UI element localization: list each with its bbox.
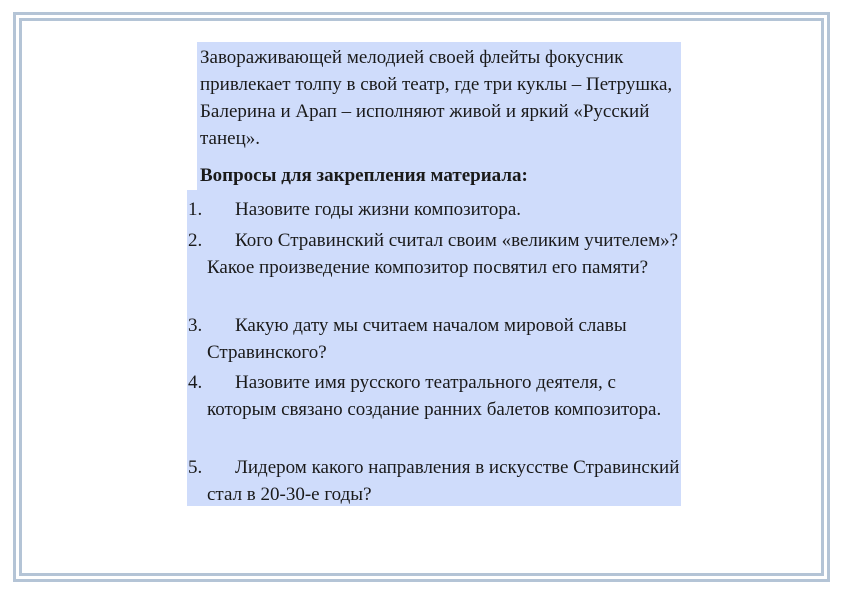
question-text: Кого Стравинский считал своим «великим учителем»? Какое произведение композитор посвятил его памяти? <box>207 230 679 278</box>
questions-title: Вопросы для закрепления материала: <box>200 165 528 186</box>
question-text: Какую дату мы считаем началом мировой славы Стравинского? <box>207 315 627 363</box>
question-number: 4. <box>188 372 203 393</box>
question-number: 5. <box>188 457 203 478</box>
question-number: 2. <box>188 230 203 251</box>
question-text: Назовите годы жизни композитора. <box>235 199 522 220</box>
question-item-4 <box>188 369 680 423</box>
question-number: 1. <box>188 199 203 220</box>
question-text: Назовите имя русского театрального деятеля, с которым связано создание ранних балетов композитора. <box>207 372 662 420</box>
question-text: Лидером какого направления в искусстве Стравинский стал в 20-30-е годы? <box>207 457 680 505</box>
question-item-5 <box>188 454 680 508</box>
question-number: 3. <box>188 315 203 336</box>
intro-paragraph: Завораживающей мелодией своей флейты фокусник привлекает толпу в свой театр, где три куклы – Петрушка, Балерина и Арап – исполняют живой и яркий «Русский танец». <box>200 47 673 149</box>
question-item-1 <box>188 196 680 223</box>
question-item-2 <box>188 227 680 281</box>
question-item-3 <box>188 312 680 366</box>
